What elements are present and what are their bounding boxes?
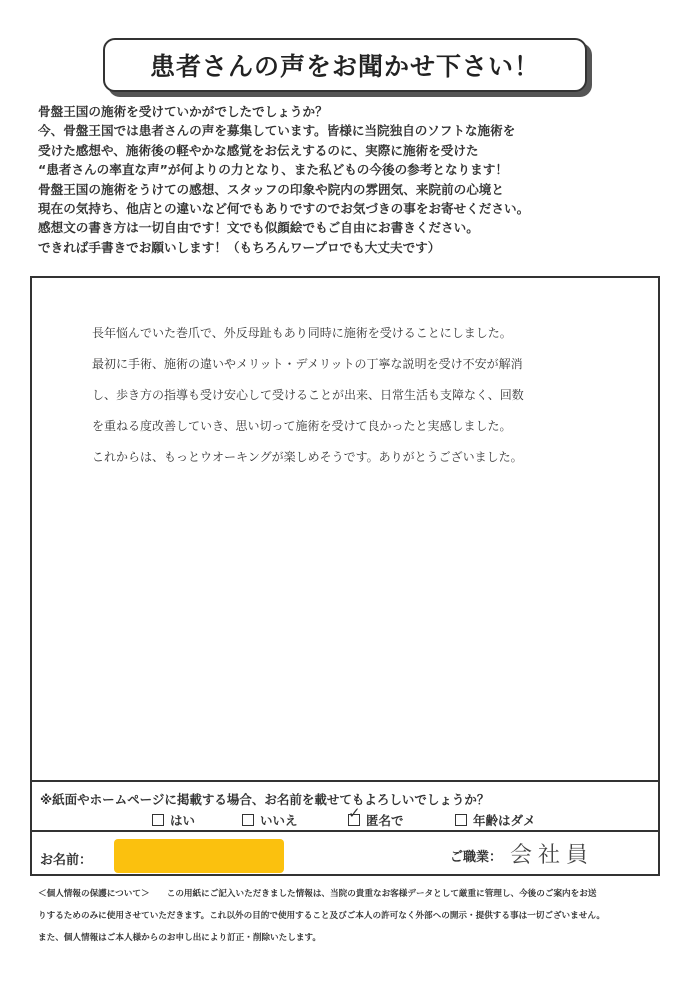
checkbox-no[interactable]: [242, 814, 254, 826]
option-no-label: いいえ: [260, 813, 298, 828]
option-yes-label: はい: [170, 813, 196, 828]
intro-line: 骨盤王国の施術を受けていかがでしたでしょうか？: [38, 104, 328, 119]
option-anonymous-label: 匿名で: [366, 813, 404, 828]
option-no-age-label: 年齢はダメ: [473, 813, 536, 828]
checkbox-anonymous[interactable]: [348, 804, 361, 826]
intro-line: できれば手書きでお願いします！（もちろんワープロでも大丈夫です）: [38, 239, 441, 255]
privacy-line: また、個人情報はご本人様からのお申し出により訂正・削除いたします。: [38, 933, 321, 943]
checkbox-no-age[interactable]: [455, 814, 467, 826]
name-label: お名前：: [40, 853, 93, 868]
check-mark-icon: ✓: [348, 804, 361, 822]
testimonial-text: [92, 318, 612, 473]
testimonial-line: を重ねる度改善していき、思い切って施術を受けて良かったと実感しました。: [92, 419, 512, 433]
testimonial-line: 最初に手術、施術の違いやメリット・デメリットの丁寧な説明を受け不安が解消: [92, 357, 523, 371]
intro-line: 感想文の書き方は一切自由です！文でも似顔絵でもご自由にお書きください。: [38, 220, 479, 236]
privacy-line: りするためのみに使用させていただきます。これ以外の目的で使用すること及びご本人の許可なく外部への開示・提供する事は一切ございません。: [38, 911, 606, 921]
intro-line: “患者さんの率直な声”が何よりの力となり、また私どもの今後の参考となります！: [38, 162, 508, 178]
option-anonymous[interactable]: [348, 804, 404, 829]
intro-line: 骨盤王国の施術をうけての感想、スタッフの印象や院内の雰囲気、来院前の心境と: [38, 181, 504, 197]
intro-text: [38, 102, 668, 257]
testimonial-line: これからは、もっとウオーキングが楽しめそうです。ありがとうございました。: [92, 450, 523, 464]
option-no-age[interactable]: [455, 811, 536, 829]
page-title: 患者さんの声をお聞かせ下さい！: [103, 38, 587, 92]
testimonial-line: 長年悩んでいた巻爪で、外反母趾もあり同時に施術を受けることにしました。: [92, 326, 512, 340]
intro-line: 現在の気持ち、他店との違いなど何でもありですのでお気づきの事をお寄せください。: [38, 201, 530, 217]
privacy-line: ＜個人情報の保護について＞ この用紙にご記入いただきました情報は、当院の貴重なお客様データとして厳重に管理し、今後のご案内をお送: [38, 889, 597, 899]
intro-line: 受けた感想や、施術後の軽やかな感覚をお伝えするのに、実際に施術を受けた: [38, 142, 479, 158]
name-redaction: [114, 839, 284, 873]
intro-line: 今、骨盤王国では患者さんの声を募集しています。皆様に当院独自のソフトな施術を: [38, 123, 516, 139]
occupation-label: ご職業：: [450, 850, 503, 865]
occupation-value: 会社員: [510, 843, 595, 868]
option-yes[interactable]: [152, 811, 195, 829]
privacy-notice: [38, 883, 678, 949]
option-no[interactable]: [242, 811, 298, 829]
checkbox-yes[interactable]: [152, 814, 164, 826]
testimonial-line: し、歩き方の指導も受け安心して受けることが出来、日常生活も支障なく、回数: [92, 388, 524, 402]
consent-question: ※紙面やホームページに掲載する場合、お名前を載せてもよろしいでしょうか？: [40, 792, 490, 807]
